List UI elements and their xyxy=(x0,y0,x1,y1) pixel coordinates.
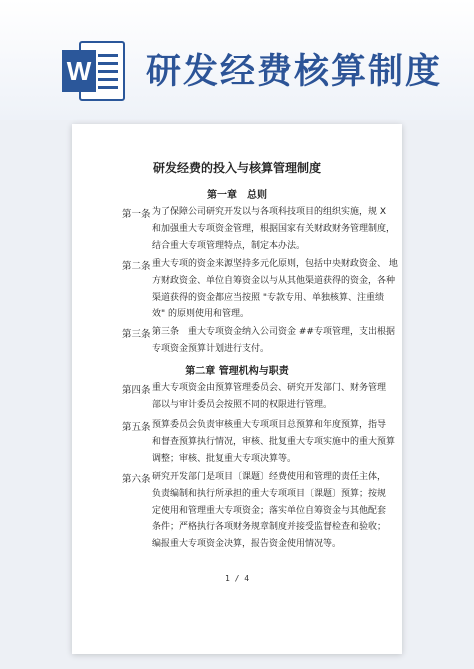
article-body: 研究开发部门是项目〔课题〕经费使用和管理的责任主体， 负责编制和执行所承担的重大专项项目〔课题〕预算；按规 定使用和管理重大专项资金；落实单位自筹资金与其他配套 条件；严格执行各项财务规章制度并接受监督检查和验收； 编报重大专项资金决算，报告资金使用情况等。 xyxy=(152,472,387,550)
banner-title: 研发经费核算制度 xyxy=(146,52,443,92)
article-label: 第五条 xyxy=(122,422,151,433)
article-body: 预算委员会负责审核重大专项项目总预算和年度预算，指导 和督查预算执行情况，审核、批复重大专项实施中的重大预算 调整；审核、批复重大专项决算等。 xyxy=(152,420,396,464)
article-label: 第二条 xyxy=(122,261,151,272)
article-label: 第六条 xyxy=(122,474,151,485)
svg-text:W: W xyxy=(66,56,92,86)
article-body: 为了保障公司研究开发以与各项科技项目的组织实施，规 X 和加强重大专项资金管理，根据国家有关财政财务管理制度， 结合重大专项管理特点，制定本办法。 xyxy=(152,207,396,251)
header-banner xyxy=(0,0,474,120)
article-label: 第四条 xyxy=(122,385,151,396)
article-body: 第三条 重大专项资金纳入公司资金 ##专项管理，支出根据 专项资金预算计划进行支付。 xyxy=(152,327,395,354)
chapter-heading: 第一章 总则 xyxy=(207,190,267,201)
article-label: 第一条 xyxy=(122,209,151,220)
document-page xyxy=(72,124,402,654)
page-number: 1 / 4 xyxy=(224,574,250,583)
word-document-icon xyxy=(62,40,126,102)
document-title: 研发经费的投入与核算管理制度 xyxy=(152,161,321,175)
chapter-heading: 第二章 管理机构与职责 xyxy=(185,366,289,377)
article-body: 重大专项资金由预算管理委员会、研究开发部门、财务管理 部以与审计委员会按照不同的权限进行管理。 xyxy=(152,383,387,410)
article-label: 第三条 xyxy=(122,329,151,340)
article-body: 重大专项的资金来源坚持多元化原则，包括中央财政资金、 地 方财政资金、单位自筹资金以与从其他渠道获得的资金，各种 渠道获得的资金都应当按照 "专款专用、单独核算、注重绩 效" 的原则使用和管理。 xyxy=(152,259,398,320)
